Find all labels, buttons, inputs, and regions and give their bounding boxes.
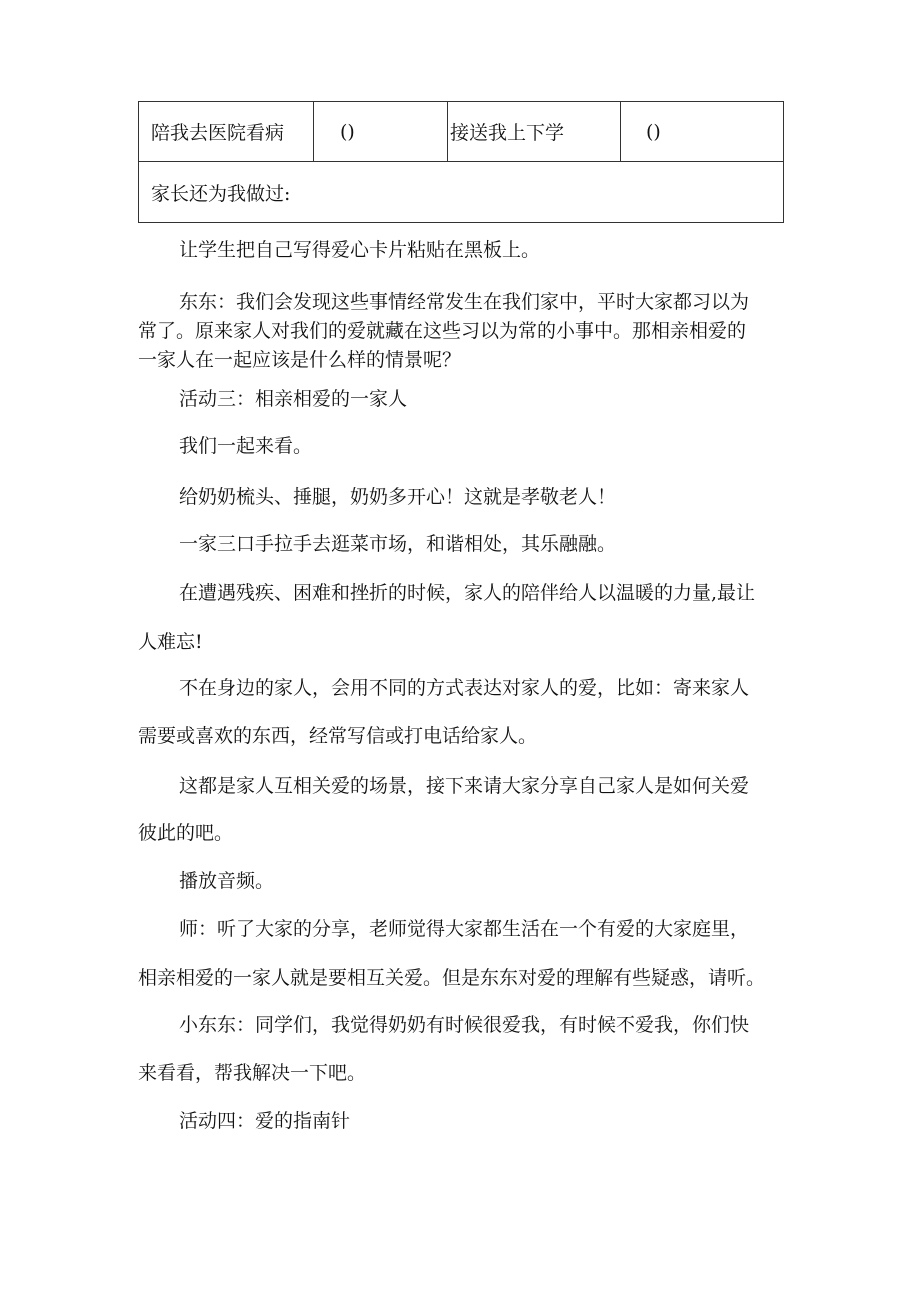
paragraph-line: 小东东：同学们，我觉得奶奶有时候很爱我，有时候不爱我，你们快 [179, 1014, 750, 1036]
paragraph-line: 师：听了大家的分享，老师觉得大家都生活在一个有爱的大家庭里， [179, 918, 750, 940]
table-cell: 接送我上下学 [448, 102, 621, 162]
paragraph-line: 我们一起来看。 [179, 435, 313, 457]
paragraph-line: 相亲相爱的一家人就是要相互关爱。但是东东对爱的理解有些疑惑，请听。 [138, 967, 766, 989]
paragraph-line: 东东：我们会发现这些事情经常发生在我们家中，平时大家都习以为 [179, 291, 750, 313]
checklist-table [138, 101, 784, 223]
table-cell: 陪我去医院看病 [139, 102, 314, 162]
paragraph-line: 人难忘! [138, 631, 203, 653]
paragraph-line: 播放音频。 [179, 870, 275, 892]
table-cell: 家长还为我做过: [139, 162, 784, 223]
paragraph-line: 给奶奶梳头、捶腿，奶奶多开心！这就是孝敬老人！ [179, 486, 617, 508]
paragraph-line: 彼此的吧。 [138, 822, 234, 844]
paragraph-line: 让学生把自己写得爱心卡片粘贴在黑板上。 [179, 239, 541, 261]
section-heading: 活动三：相亲相爱的一家人 [179, 388, 408, 410]
paragraph-line: 需要或喜欢的东西，经常写信或打电话给家人。 [138, 725, 538, 747]
paragraph-line: 一家人在一起应该是什么样的情景呢？ [138, 349, 462, 371]
paragraph-line: 常了。原来家人对我们的爱就藏在这些习以为常的小事中。那相亲相爱的 [138, 320, 747, 342]
paragraph-line: 一家三口手拉手去逛菜市场，和谐相处，其乐融融。 [179, 533, 617, 555]
paragraph-line: 在遭遇残疾、困难和挫折的时候，家人的陪伴给人以温暖的力量,最让 [179, 582, 756, 604]
paragraph-line: 不在身边的家人，会用不同的方式表达对家人的爱，比如：寄来家人 [179, 677, 750, 699]
table-row [139, 162, 784, 223]
paragraph-line: 这都是家人互相关爱的场景，接下来请大家分享自己家人是如何关爱 [179, 775, 750, 797]
table-cell: () [621, 102, 784, 162]
section-heading: 活动四：爱的指南针 [179, 1110, 351, 1132]
table-cell: () [314, 102, 448, 162]
table-row [139, 102, 784, 162]
paragraph-line: 来看看，帮我解决一下吧。 [138, 1062, 367, 1084]
